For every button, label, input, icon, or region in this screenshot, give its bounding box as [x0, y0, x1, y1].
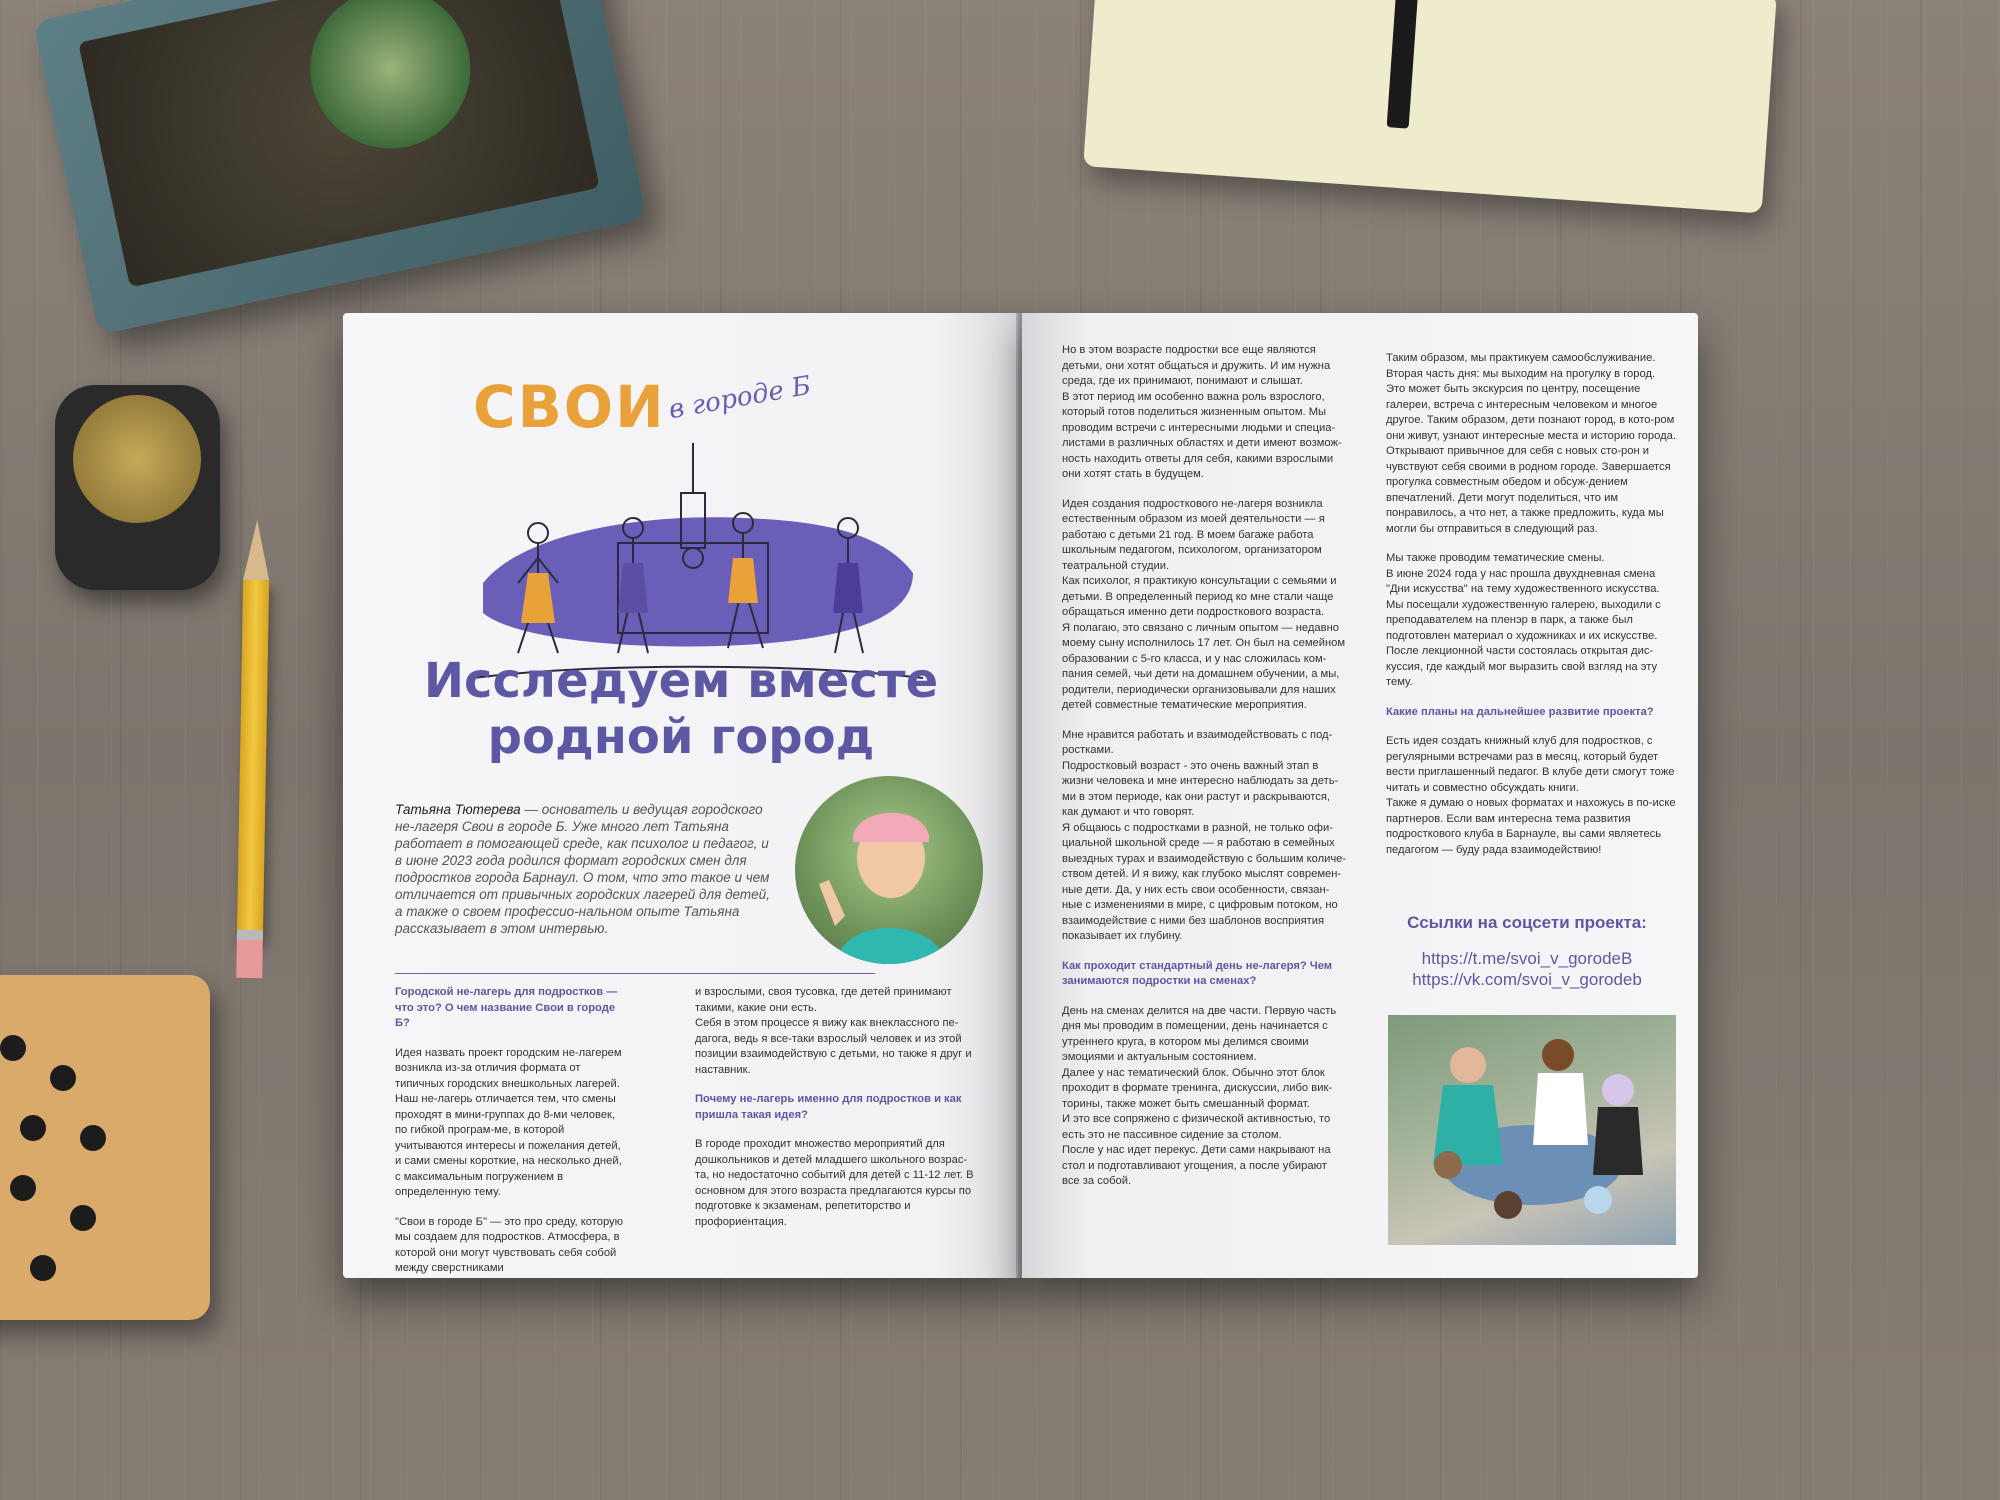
column-1-paragraph-1: Идея назвать проект городским не-лагерем возникла из-за отличия формата от типичных городских внешкольных лагерей. Наш не-лагерь отличается тем, что смены проходят в мини-группах до 8-ми человек, по гибкой програм-ме, в которой учитываются интересы и пожелания детей, и сами смены короткие, на несколько дней, с максимальным погружением в определенную тему.	[395, 1046, 622, 1198]
right-page	[1022, 313, 1698, 1278]
pencil	[237, 580, 269, 940]
question-2: Почему не-лагерь именно для подростков и как пришла такая идея?	[695, 1093, 962, 1121]
headline-line-2: родной город	[487, 709, 875, 765]
column-1-paragraph-2: "Свои в городе Б" — это про среду, которую мы создаем для подростков. Атмосфера, в которой они могут чувствовать себя собой между сверстниками	[395, 1215, 624, 1274]
column-4-paragraph-2: Мы также проводим тематические смены. В июне 2024 года у нас прошла двухдневная смена "Дни искусства" на тему художественного искусства. Мы посещали художественную галерею, выходили с преподавателем на пленэр в парк, а также был подготовлен материал о художниках и их искусстве. После лекционной части состоялась открытая дис-куссия, где каждый мог выразить свой взгляд на эту тему.	[1386, 552, 1661, 688]
column-4	[1386, 351, 1676, 872]
question-3: Как проходит стандартный день не-лагеря? Чем занимаются подростки на сменах?	[1062, 959, 1333, 987]
jar	[55, 385, 220, 590]
logo-main-text: СВОИ	[473, 373, 666, 441]
social-links-title: Ссылки на соцсети проекта:	[1407, 913, 1647, 932]
column-3-paragraph-3: Мне нравится работать и взаимодействовать с под-ростками. Подростковый возраст - это очень важный этап в жизни человека и мне интересно наблюдать за деть-ми в этом периоде, как они растут и раскрываются, как думают и что говорят. Я общаюсь с подростками в разной, не только офи-циальной школьной среде — я работаю в семейных выездных турах и взаимодействую с большим количе-ством детей. И я вижу, как глубоко мыслят современ-ные дети. Да, у них есть свои особенности, связан-ные с изменениями в мире, с цифровым потоком, но взаимодействие с ними без шаблонов восприятия показывает их глубину.	[1062, 728, 1347, 942]
column-3-paragraph-4: День на сменах делится на две части. Первую часть дня мы проводим в помещении, день начинается с утреннего круга, в котором мы делимся своими эмоциями и актуальным состоянием. Далее у нас тематический блок. Обычно этот блок проходит в формате тренинга, дискуссии, либо вик-торины, также может быть смешанный формат. И это все сопряжено с физической активностью, то есть это не пассивное сидение за столом. После у нас идет перекус. Дети сами накрывают на стол и подготавливают угощения, а после убирают все за собой.	[1062, 1004, 1337, 1187]
headline-line-1: Исследуем вместе	[423, 653, 939, 709]
column-3-paragraph-1: Но в этом возрасте подростки все еще являются детьми, они хотят общаться и дружить. И им нужна среда, где их принимают, понимают и слышат. В этот период им особенно важна роль взрослого, который готов поделиться жизненным опытом. Мы проводим встречи с интересными людьми и специа-листами в различных областях и дети имеют возмож-ность находить ответы для себя, какими взрослыми они хотят стать в будущем.	[1062, 344, 1342, 480]
author-name: Татьяна Тютерева	[395, 802, 521, 817]
question-4: Какие планы на дальнейшее развитие проекта?	[1386, 705, 1654, 718]
column-2	[695, 985, 980, 1244]
column-3	[1062, 343, 1347, 1204]
article-headline	[343, 653, 1019, 765]
kids-activity-photo	[1388, 1015, 1676, 1245]
column-4-paragraph-3: Есть идея создать книжный клуб для подростков, с регулярными встречами раз в месяц, который будет вести приглашенный педагог. В клубе дети смогут тоже читать и совместно обсуждать книги. Также я думаю о новых форматах и нахожусь в по-иске партнеров. Если вам интересна тема развития подросткового клуба в Барнауле, вы сами являетесь педагогом — буду рада взаимодействию!	[1386, 735, 1676, 856]
vk-link[interactable]: https://vk.com/svoi_v_gorodeb	[1412, 970, 1642, 989]
column-2-paragraph-2: В городе проходит множество мероприятий для дошкольников и детей младшего школьного возрас-та, но недостаточно событий для детей с 11-12 лет. В основном для этого возраста предлагаются курсы по подготовке к экзаменам, репетиторство и профориентация.	[695, 1138, 974, 1228]
column-4-paragraph-1: Таким образом, мы практикуем самообслуживание. Вторая часть дня: мы выходим на прогулку в город. Это может быть экскурсия по центру, посещение галереи, встреча с интересным человеком и многое другое. Таким образом, дети познают город, в кото-ром они живут, узнают интересные места и историю города. Открывают привычное для себя с новых сто-рон и чувствуют себя своими в родном городе. Завершается прогулка совместным обедом и обсуж-дением впечатлений. Дети могут поделиться, что им понравилось, а что нет, а также предложить, куда мы могли бы отправиться в следующий раз.	[1386, 352, 1676, 535]
author-portrait	[795, 776, 983, 964]
intro-text: — основатель и ведущая городского не-лагеря Свои в городе Б. Уже много лет Татьяна работает в помогающей среде, как психолог и педагог, и в июне 2023 года родился формат городских смен для подростков города Барнаул. О том, что это такое и чем отличается от привычных городских лагерей для детей, а также о своем профессио-нальном опыте Татьяна рассказывает в этом интервью.	[395, 802, 770, 936]
notebook	[1083, 0, 1777, 213]
telegram-link[interactable]: https://t.me/svoi_v_gorodeB	[1421, 949, 1633, 968]
succulent-planter	[33, 0, 647, 335]
magazine-spread	[343, 313, 1698, 1278]
column-3-paragraph-2: Идея создания подросткового не-лагеря возникла естественным образом из моей деятельности — я работаю с детьми 21 год. В моем багаже работа школьным педагогом, психологом, организатором театральной студии. Как психолог, я практикую консультации с семьями и детьми. В определенный период ко мне стали чаще обращаться именно дети подросткового возраста. Я полагаю, это связано с личным опытом — недавно моему сыну исполнилось 17 лет. Он был на семейном образовании с 5-го класса, и у нас сложилась ком-пания семей, чьи дети на домашнем обучении, а мы, родители, периодически организовывали для наших детей совместные тематические мероприятия.	[1062, 497, 1346, 711]
left-page	[343, 313, 1019, 1278]
question-1: Городской не-лагерь для подростков — что это? О чем название Свои в городе Б?	[395, 986, 618, 1029]
intro-paragraph	[395, 801, 770, 937]
pushpin-tray	[0, 975, 210, 1320]
column-2-paragraph-1: и взрослыми, своя тусовка, где детей принимают такими, какие они есть. Себя в этом процессе я вижу как внеклассного пе-дагога, ведь я все-таки взрослый человек и из этой позиции взаимодействую с детьми, но также я друг и наставник.	[695, 986, 972, 1076]
intro-divider	[395, 973, 875, 974]
column-1	[395, 985, 630, 1278]
logo-sub-text: в городе Б	[666, 370, 814, 426]
